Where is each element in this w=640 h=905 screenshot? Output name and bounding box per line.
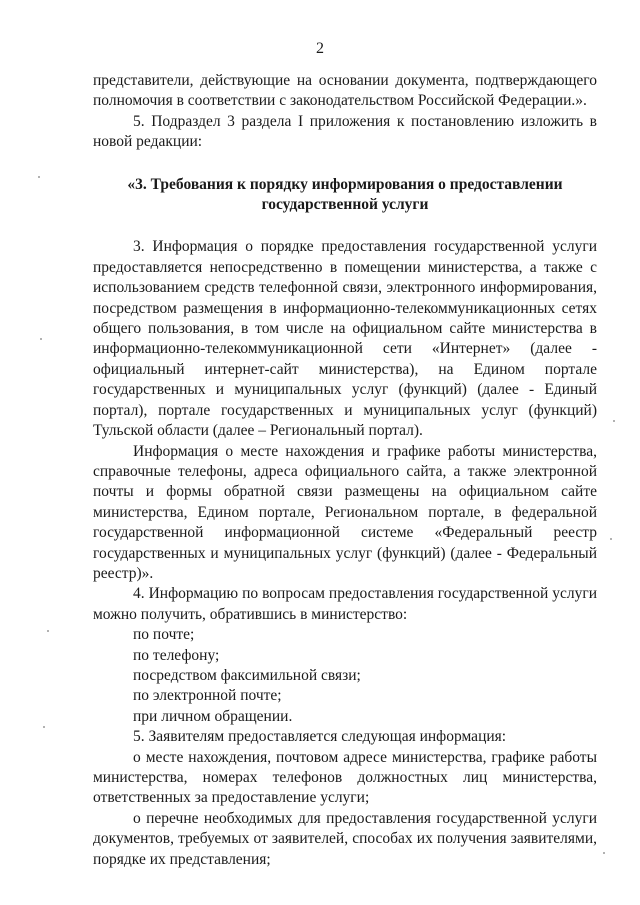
paragraph-item-5: 5. Заявителям предоставляется следующая информация: — [133, 728, 507, 746]
page-number: 2 — [316, 40, 324, 57]
paragraph-continuation: представители, действующие на основании документа, подтверждающего полномочия в соответствии с законодательством Российской Федерации.». — [93, 72, 597, 110]
section-title: «3. Требования к порядку информирования о предоставлении государственной услуги — [127, 175, 563, 214]
list-item-fax: посредством факсимильной связи; — [133, 666, 361, 684]
list-item-phone: по телефону; — [133, 646, 220, 664]
paragraph-item-5-amendment: 5. Подраздел 3 раздела I приложения к постановлению изложить в новой редакции: — [93, 112, 597, 151]
scan-speck — [610, 538, 612, 540]
scan-speck — [38, 176, 40, 178]
document-body — [93, 71, 597, 870]
list-item-email: по электронной почте; — [133, 687, 282, 705]
paragraph-item-4: 4. Информацию по вопросам предоставления государственной услуги можно получить, обратившись в министерство: — [93, 585, 597, 623]
scan-speck — [47, 630, 49, 632]
paragraph-info-documents: о перечне необходимых для предоставления государственной услуги документов, требуемых от заявителей, способах их получения заявителями, порядке их представления; — [93, 809, 597, 868]
scan-speck — [43, 726, 45, 728]
paragraph-location-info: Информация о месте нахождения и графике работы министерства, справочные телефоны, адреса официального сайта, а также электронной почты и формы обратной связи размещены на официальном сайте министерства, Едином портале, Региональном портале, в федеральной государственной информационной системе «Федеральный реестр государственных и муниципальных услуг (функций) (далее - Федеральный реестр)». — [93, 442, 597, 582]
list-item-in-person: при личном обращении. — [133, 707, 293, 725]
list-item-post: по почте; — [133, 626, 195, 644]
paragraph-info-location: о месте нахождения, почтовом адресе министерства, графике работы министерства, номерах телефонов должностных лиц министерства, ответственных за предоставление услуги; — [93, 748, 597, 807]
paragraph-item-3: 3. Информация о порядке предоставления государственной услуги предоставляется непосредственно в помещении министерства, а также с использованием средств телефонной связи, электронного информирования, посредством размещения в информационно-телекоммуникационных сетях общего пользования, в том числе на официальном сайте министерства в информационно-телекоммуникационной сети «Интернет» (далее - официальный интернет-сайт министерства), на Едином портале государственных и муниципальных услуг (функций) (далее - Единый портал), портале государственных и муниципальных услуг (функций) Тульской области (далее – Региональный портал). — [93, 238, 597, 440]
scan-speck — [40, 338, 42, 340]
scan-speck — [603, 852, 605, 854]
scan-speck — [613, 420, 615, 422]
